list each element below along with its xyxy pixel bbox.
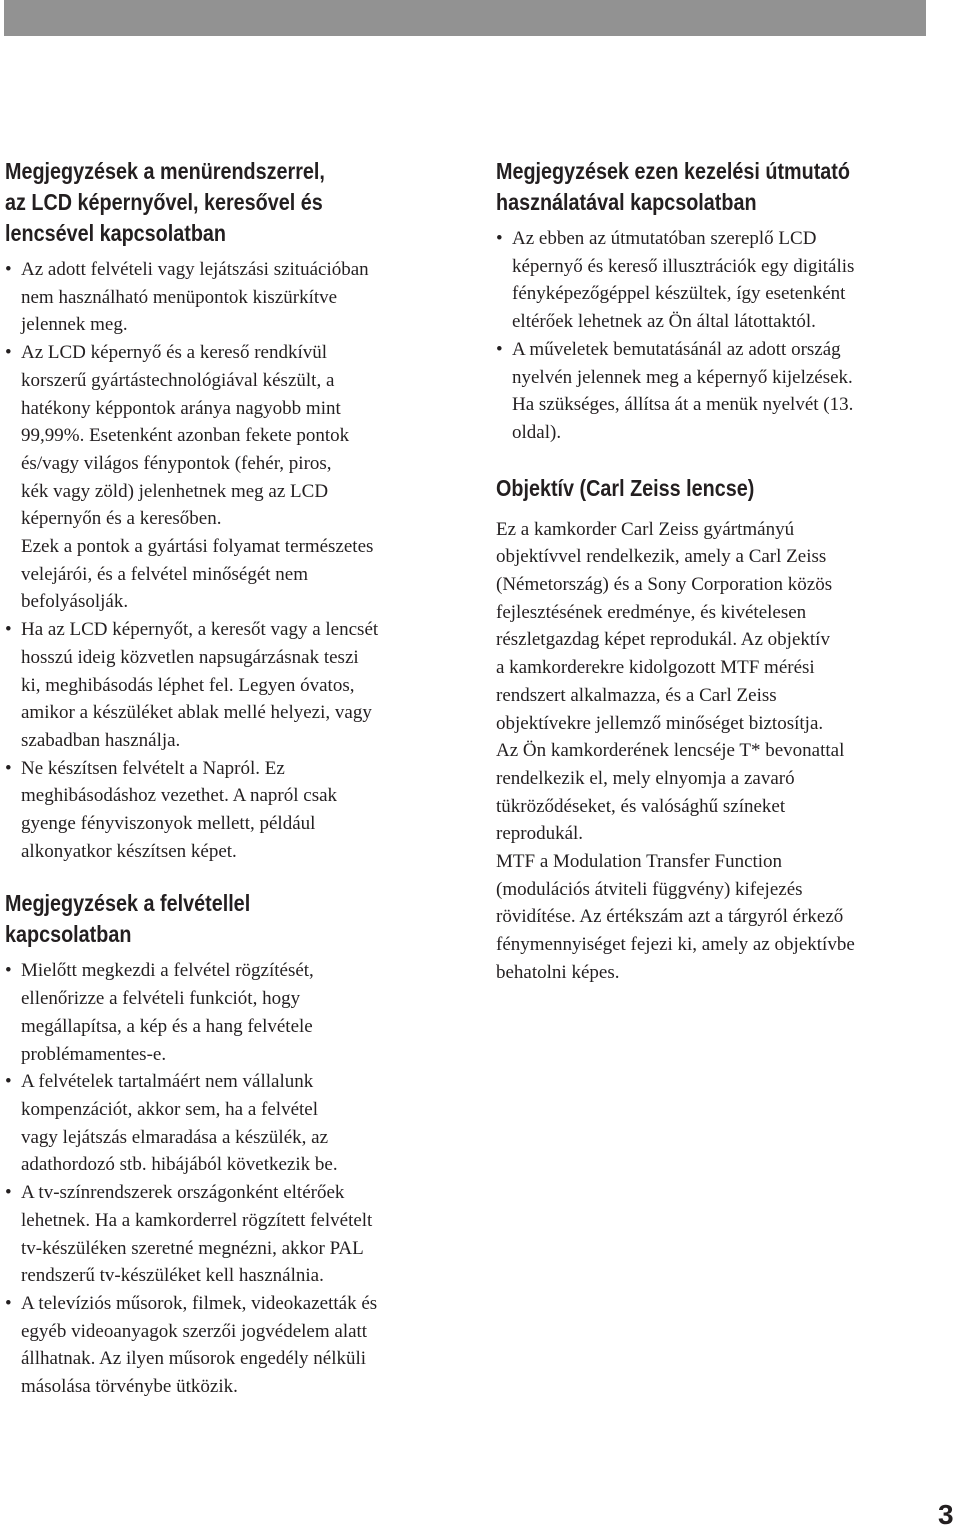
section-recording-notes	[5, 888, 457, 1400]
text-line: nyelvén jelennek meg a képernyő kijelzések.	[512, 366, 853, 388]
text-line: velejárói, és a felvétel minőségét nem	[21, 563, 308, 585]
text-line: másolása törvénybe ütközik.	[21, 1376, 238, 1398]
text-line: a kamkorderekre kidolgozott MTF mérési	[496, 657, 815, 679]
bullet-list	[5, 256, 457, 865]
heading-line: Megjegyzések ezen kezelési útmutató	[496, 158, 850, 184]
text-line: A felvételek tartalmáért nem vállalunk	[21, 1071, 314, 1093]
text-line: objektívekre jellemző minőséget biztosítja.	[496, 712, 824, 734]
text-line: korszerű gyártástechnológiával készült, a	[21, 369, 335, 391]
text-line: szabadban használja.	[21, 729, 181, 751]
text-line: 99,99%. Esetenként azonban fekete pontok	[21, 425, 350, 447]
text-line: fényképezőgéppel készültek, így esetenként	[512, 283, 846, 305]
bullet-icon: •	[5, 259, 12, 280]
text-line: befolyásolják.	[21, 591, 129, 613]
page-number: 3	[938, 1499, 954, 1530]
text-line: rendszert alkalmazza, és a Carl Zeiss	[496, 684, 777, 706]
text-line: reprodukál.	[496, 823, 584, 845]
text-line: (Németország) és a Sony Corporation közös	[496, 574, 833, 596]
text-line: alkonyatkor készítsen képet.	[21, 840, 237, 862]
right-column	[496, 156, 946, 987]
heading-line: Megjegyzések a menürendszerrel,	[5, 158, 325, 184]
text-line: Az adott felvételi vagy lejátszási szituációban	[21, 259, 369, 280]
text-line: tükröződéseket, és valósághű színeket	[496, 795, 786, 817]
section-heading	[496, 473, 945, 504]
text-line: képernyő és kereső illusztrációk egy digitális	[512, 255, 855, 277]
bullet-item	[5, 256, 457, 339]
section-heading	[5, 156, 456, 249]
text-line: behatolni képes.	[496, 961, 620, 983]
text-line: nem használható menüpontok kiszürkítve	[21, 286, 338, 308]
bullet-list	[5, 957, 457, 1400]
bullet-icon: •	[5, 960, 12, 982]
bullet-item	[5, 1068, 457, 1179]
bullet-item	[496, 336, 946, 447]
text-line: ellenőrizze a felvételi funkciót, hogy	[21, 988, 301, 1010]
text-line: objektívvel rendelkezik, amely a Carl Zeiss	[496, 546, 827, 568]
text-line: hatékony képpontok aránya nagyobb mint	[21, 397, 341, 419]
text-line: adathordozó stb. hibájából következik be.	[21, 1154, 338, 1176]
bullet-icon: •	[5, 1182, 12, 1204]
text-line: Ha szükséges, állítsa át a menük nyelvét (13.	[512, 394, 854, 416]
text-line: A tv-színrendszerek országonként eltérőek	[21, 1182, 345, 1204]
bullet-icon: •	[5, 619, 12, 641]
text-line: Ez a kamkorder Carl Zeiss gyártmányú	[496, 518, 795, 540]
text-line: MTF a Modulation Transfer Function	[496, 851, 783, 873]
bullet-icon: •	[5, 757, 12, 779]
bullet-icon: •	[5, 342, 12, 364]
text-line: problémamentes-e.	[21, 1043, 167, 1065]
section-lens	[496, 473, 946, 987]
bullet-item	[5, 755, 457, 866]
section-heading	[496, 156, 945, 218]
text-line: (modulációs átviteli függvény) kifejezés	[496, 878, 803, 900]
bullet-item	[5, 957, 457, 1068]
text-line: A televíziós műsorok, filmek, videokazetták és	[21, 1292, 378, 1314]
text-line: vagy lejátszás elmaradása a készülék, az	[21, 1126, 329, 1148]
text-line: Ha az LCD képernyőt, a keresőt vagy a lencsét	[21, 619, 379, 641]
text-line: Ezek a pontok a gyártási folyamat természetes	[21, 536, 374, 558]
bullet-icon: •	[5, 1292, 12, 1314]
section-menu-lcd-notes	[5, 156, 457, 865]
text-line: és/vagy világos fénypontok (fehér, piros,	[21, 452, 332, 474]
header-bar	[4, 0, 926, 36]
text-line: A műveletek bemutatásánál az adott ország	[512, 338, 841, 360]
text-line: rendelkezik el, mely elnyomja a zavaró	[496, 767, 795, 789]
text-line: kék vagy zöld) jelenhetnek meg az LCD	[21, 480, 329, 502]
heading-line: Megjegyzések a felvétellel	[5, 890, 251, 917]
text-line: jelennek meg.	[21, 314, 128, 336]
text-line: amikor a készüléket ablak mellé helyezi, vagy	[21, 702, 372, 724]
text-line: Ne készítsen felvételt a Napról. Ez	[21, 757, 285, 779]
section-manual-notes	[496, 156, 946, 447]
text-line: Az Ön kamkorderének lencséje T* bevonattal	[496, 740, 845, 762]
text-line: megállapítsa, a kép és a hang felvétele	[21, 1015, 313, 1037]
text-line: lehetnek. Ha a kamkorderrel rögzített felvételt	[21, 1209, 373, 1231]
text-line: egyéb videoanyagok szerzői jogvédelem alatt	[21, 1320, 368, 1342]
bullet-item	[5, 1290, 457, 1401]
text-line: képernyőn és a keresőben.	[21, 508, 222, 530]
text-line: ki, meghibásodás léphet fel. Legyen óvatos,	[21, 674, 355, 696]
text-line: Az LCD képernyő és a kereső rendkívül	[21, 342, 328, 364]
left-column	[5, 156, 457, 1401]
bullet-item	[5, 616, 457, 755]
bullet-item	[5, 1179, 457, 1290]
text-line: részletgazdag képet reprodukál. Az objektív	[496, 629, 830, 651]
bullet-icon: •	[5, 1071, 12, 1093]
bullet-list	[496, 225, 946, 447]
text-line: Az ebben az útmutatóban szereplő LCD	[512, 228, 817, 249]
bullet-item	[496, 225, 946, 336]
heading-line: kapcsolatban	[5, 921, 132, 948]
bullet-icon: •	[496, 228, 503, 249]
text-line: rövidítése. Az értékszám azt a tárgyról érkező	[496, 906, 844, 928]
text-line: állhatnak. Az ilyen műsorok engedély nélküli	[21, 1348, 367, 1370]
bullet-item	[5, 339, 457, 616]
text-line: rendszerű tv-készüléket kell használnia.	[21, 1265, 324, 1287]
text-line: hosszú ideig közvetlen napsugárzásnak teszi	[21, 646, 359, 668]
lens-paragraph	[496, 516, 946, 987]
text-line: meghibásodáshoz vezethet. A napról csak	[21, 785, 338, 807]
text-line: oldal).	[512, 421, 562, 443]
text-line: gyenge fényviszonyok mellett, például	[21, 813, 316, 835]
text-line: Mielőtt megkezdi a felvétel rögzítését,	[21, 960, 314, 982]
text-line: tv-készüléken szeretné megnézni, akkor PAL	[21, 1237, 364, 1259]
section-heading	[5, 888, 456, 950]
text-line: eltérőek lehetnek az Ön által látottaktól.	[512, 311, 816, 333]
text-line: fénymennyiséget fejezi ki, amely az objektívbe	[496, 934, 855, 956]
heading-line: lencsével kapcsolatban	[5, 220, 226, 246]
heading-line: használatával kapcsolatban	[496, 189, 757, 215]
bullet-icon: •	[496, 338, 503, 360]
heading-line: Objektív (Carl Zeiss lencse)	[496, 474, 755, 501]
text-line: fejlesztésének eredménye, és kivételesen	[496, 601, 807, 623]
text-line: kompenzációt, akkor sem, ha a felvétel	[21, 1098, 319, 1120]
heading-line: az LCD képernyővel, keresővel és	[5, 189, 323, 215]
